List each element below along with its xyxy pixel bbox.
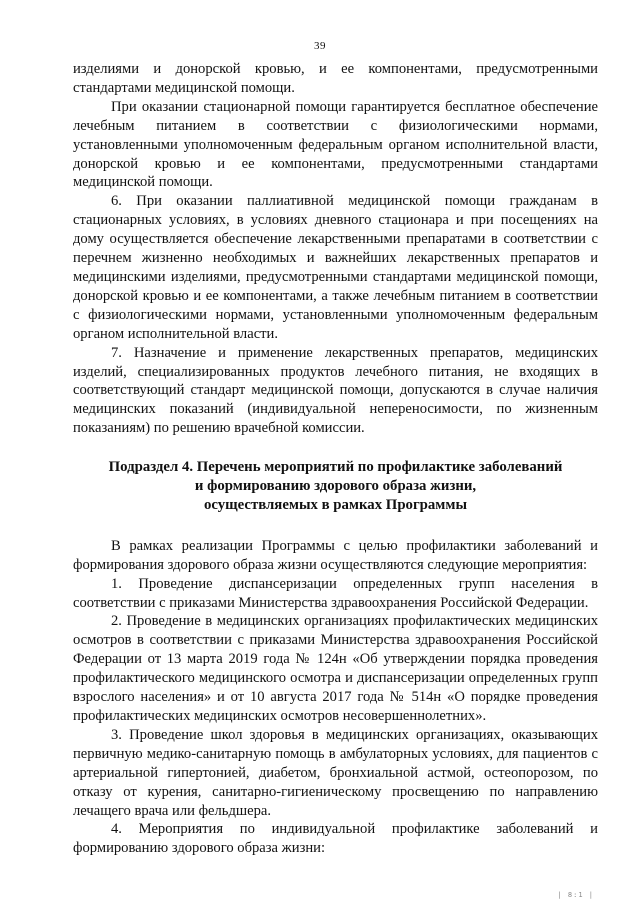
paragraph-measure-4: 4. Мероприятия по индивидуальной профилактике заболеваний и формированию здорового образа жизни: xyxy=(73,821,598,857)
paragraph-intro: В рамках реализации Программы с целью профилактики заболеваний и формирования здорового образа жизни осуществляются следующие мероприятия: xyxy=(73,537,598,573)
section-heading-line-2: и формированию здорового образа жизни, xyxy=(194,478,477,495)
document-body xyxy=(73,60,598,858)
paragraph-item-7: 7. Назначение и применение лекарственных препаратов, медицинских изделий, специализированных продуктов лечебного питания, не входящих в соответствующий стандарт медицинской помощи, допускаются в случае наличия медицинских показаний (индивидуальной непереносимости, по жизненным показаниям) по решению врачебной комиссии. xyxy=(73,344,598,437)
paragraph-continuation: изделиями и донорской кровью, и ее компонентами, предусмотренными стандартами медицинской помощи. xyxy=(73,61,598,96)
paragraph-measure-1: 1. Проведение диспансеризации определенных групп населения в соответствии с приказами Министерства здравоохранения Российской Федерации. xyxy=(73,575,598,611)
section-heading-line-3: осуществляемых в рамках Программы xyxy=(203,496,468,513)
paragraph-measure-2: 2. Проведение в медицинских организациях профилактических медицинских осмотров в соответствии с приказами Министерства здравоохранения Российской Федерации от 13 марта 2019 года № 124н «Об утверждении порядка проведения профилактического медицинского осмотра и диспансеризации определенных групп взрослого населения» и от 10 августа 2017 года № 514н «О порядке проведения профилактических медицинских осмотров несовершеннолетних». xyxy=(73,613,598,724)
paragraph-item-6: 6. При оказании паллиативной медицинской помощи гражданам в стационарных условиях, в условиях дневного стационара и при посещениях на дому осуществляется обеспечение лекарственными препаратами в соответствии с перечнем жизненно необходимых и важнейших лекарственных препаратов и медицинскими изделиями, предусмотренными стандартами медицинской помощи, донорской кровью и ее компонентами, а также лечебным питанием в соответствии с физиологическими нормами, установленными уполномоченным федеральным органом исполнительной власти. xyxy=(73,193,598,342)
scan-corner-mark: | 8:1 | xyxy=(557,891,594,899)
page-number: 39 xyxy=(314,40,326,52)
section-heading xyxy=(73,458,598,515)
paragraph-measure-3: 3. Проведение школ здоровья в медицинских организациях, оказывающих первичную медико-санитарную помощь в амбулаторных условиях, для пациентов с артериальной гипертонией, диабетом, бронхиальной астмой, остеопорозом, по отказу от курения, санитарно-гигиеническому просвещению по направлению лечащего врача или фельдшера. xyxy=(73,726,598,819)
section-heading-line-1: Подраздел 4. Перечень мероприятий по профилактике заболеваний xyxy=(108,459,563,476)
paragraph-inpatient-nutrition: При оказании стационарной помощи гарантируется бесплатное обеспечение лечебным питанием в соответствии с физиологическими нормами, установленными уполномоченным федеральным органом исполнительной власти, донорской кровью и ее компонентами, предусмотренными стандартами медицинской помощи. xyxy=(73,98,598,191)
